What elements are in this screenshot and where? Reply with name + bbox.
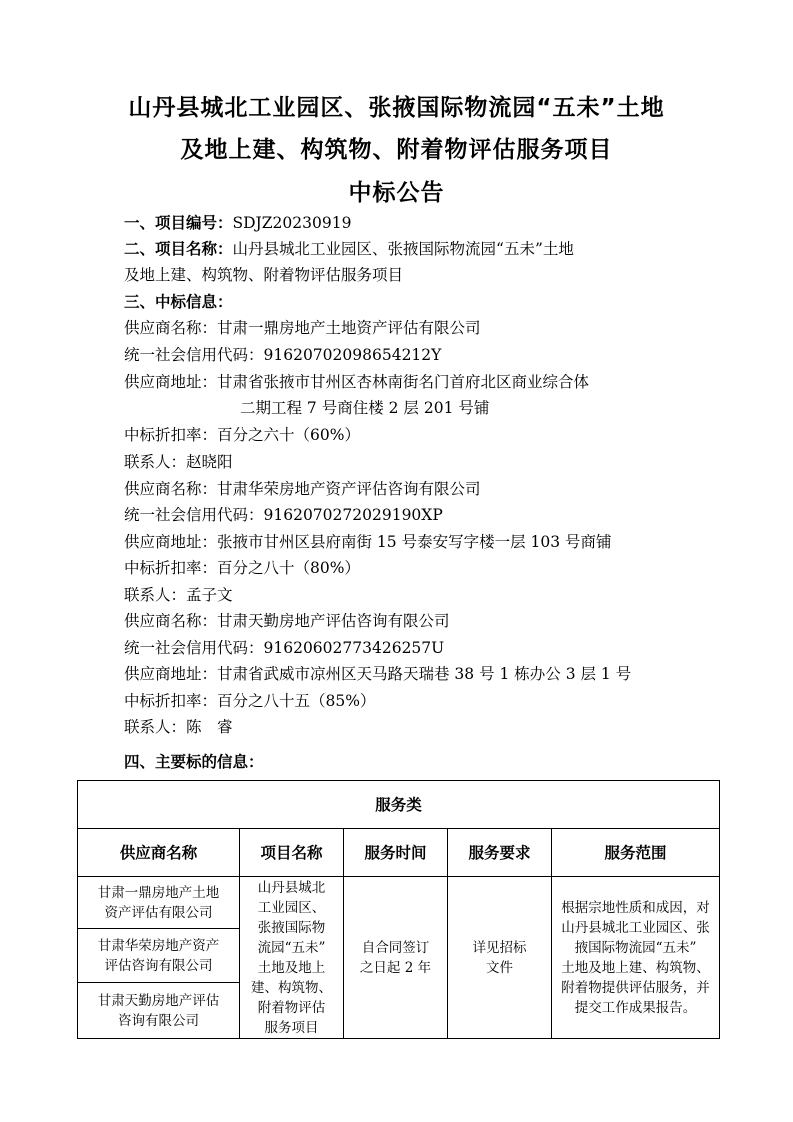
table-row	[78, 877, 720, 929]
project-number-heading: 一、项目编号：	[124, 214, 233, 232]
table-cell-supplier-3: 甘肃天勤房地产评估 咨询有限公司	[78, 983, 240, 1039]
supplier-3-address: 供应商地址：甘肃省武威市凉州区天马路天瑞巷 38 号 1 栋办公 3 层 1 号	[124, 665, 632, 683]
table-header-row	[78, 829, 720, 877]
supplier-2-contact: 联系人：孟子文	[124, 586, 233, 604]
service-table	[77, 780, 720, 1039]
document-title-line-2: 及地上建、构筑物、附着物评估服务项目	[180, 137, 613, 163]
project-number-row	[124, 212, 351, 234]
supplier-2-credit-code: 统一社会信用代码：9162070272029190XP	[124, 506, 443, 524]
award-info-heading: 三、中标信息：	[124, 293, 233, 311]
header-service-requirement: 服务要求	[448, 829, 552, 877]
table-cell-time: 自合同签订 之日起 2 年	[344, 877, 448, 1039]
project-name-value: 山丹县城北工业园区、张掖国际物流园“五未”土地	[232, 240, 574, 258]
main-subject-heading: 四、主要标的信息：	[124, 753, 264, 771]
header-supplier-name: 供应商名称	[78, 829, 240, 877]
supplier-3-discount: 中标折扣率：百分之八十五（85%）	[124, 692, 376, 710]
table-cell-project: 山丹县城北 工业园区、 张掖国际物 流园“五未” 土地及地上 建、构筑物、 附着物评估 服务项目	[240, 877, 344, 1039]
supplier-1-name: 供应商名称：甘肃一鼎房地产土地资产评估有限公司	[124, 319, 481, 337]
project-number-value: SDJZ20230919	[232, 214, 352, 232]
table-caption: 服务类	[78, 781, 720, 829]
document-title-line-1: 山丹县城北工业园区、张掖国际物流园“五未”土地	[128, 95, 665, 121]
table-caption-row	[78, 781, 720, 829]
supplier-2-discount: 中标折扣率：百分之八十（80%）	[124, 559, 360, 577]
project-name-row	[124, 238, 574, 260]
header-service-time: 服务时间	[344, 829, 448, 877]
supplier-2-name: 供应商名称：甘肃华荣房地产资产评估咨询有限公司	[124, 480, 481, 498]
project-name-continuation: 及地上建、构筑物、附着物评估服务项目	[124, 266, 404, 284]
supplier-1-address-continuation: 二期工程 7 号商住楼 2 层 201 号铺	[240, 399, 490, 417]
project-name-heading: 二、项目名称：	[124, 240, 233, 258]
supplier-3-contact: 联系人：陈 睿	[124, 718, 233, 736]
supplier-3-credit-code: 统一社会信用代码：91620602773426257U	[124, 639, 445, 657]
supplier-2-address: 供应商地址：张掖市甘州区县府南街 15 号泰安写字楼一层 103 号商铺	[124, 533, 612, 551]
supplier-1-contact: 联系人：赵晓阳	[124, 453, 233, 471]
table-cell-supplier-2: 甘肃华荣房地产资产 评估咨询有限公司	[78, 929, 240, 983]
table-cell-supplier-1: 甘肃一鼎房地产土地 资产评估有限公司	[78, 877, 240, 929]
supplier-1-address: 供应商地址：甘肃省张掖市甘州区杏林南街名门首府北区商业综合体	[124, 373, 590, 391]
table-cell-scope: 根据宗地性质和成因，对 山丹县城北工业园区、张 掖国际物流园“五未” 土地及地上建、构筑物、 附着物提供评估服务，并 提交工作成果报告。	[552, 877, 720, 1039]
supplier-1-credit-code: 统一社会信用代码：91620702098654212Y	[124, 346, 442, 364]
header-project-name: 项目名称	[240, 829, 344, 877]
table-cell-requirement: 详见招标 文件	[448, 877, 552, 1039]
header-service-scope: 服务范围	[552, 829, 720, 877]
document-title-line-3: 中标公告	[348, 180, 445, 206]
supplier-1-discount: 中标折扣率：百分之六十（60%）	[124, 426, 360, 444]
supplier-3-name: 供应商名称：甘肃天勤房地产评估咨询有限公司	[124, 612, 450, 630]
